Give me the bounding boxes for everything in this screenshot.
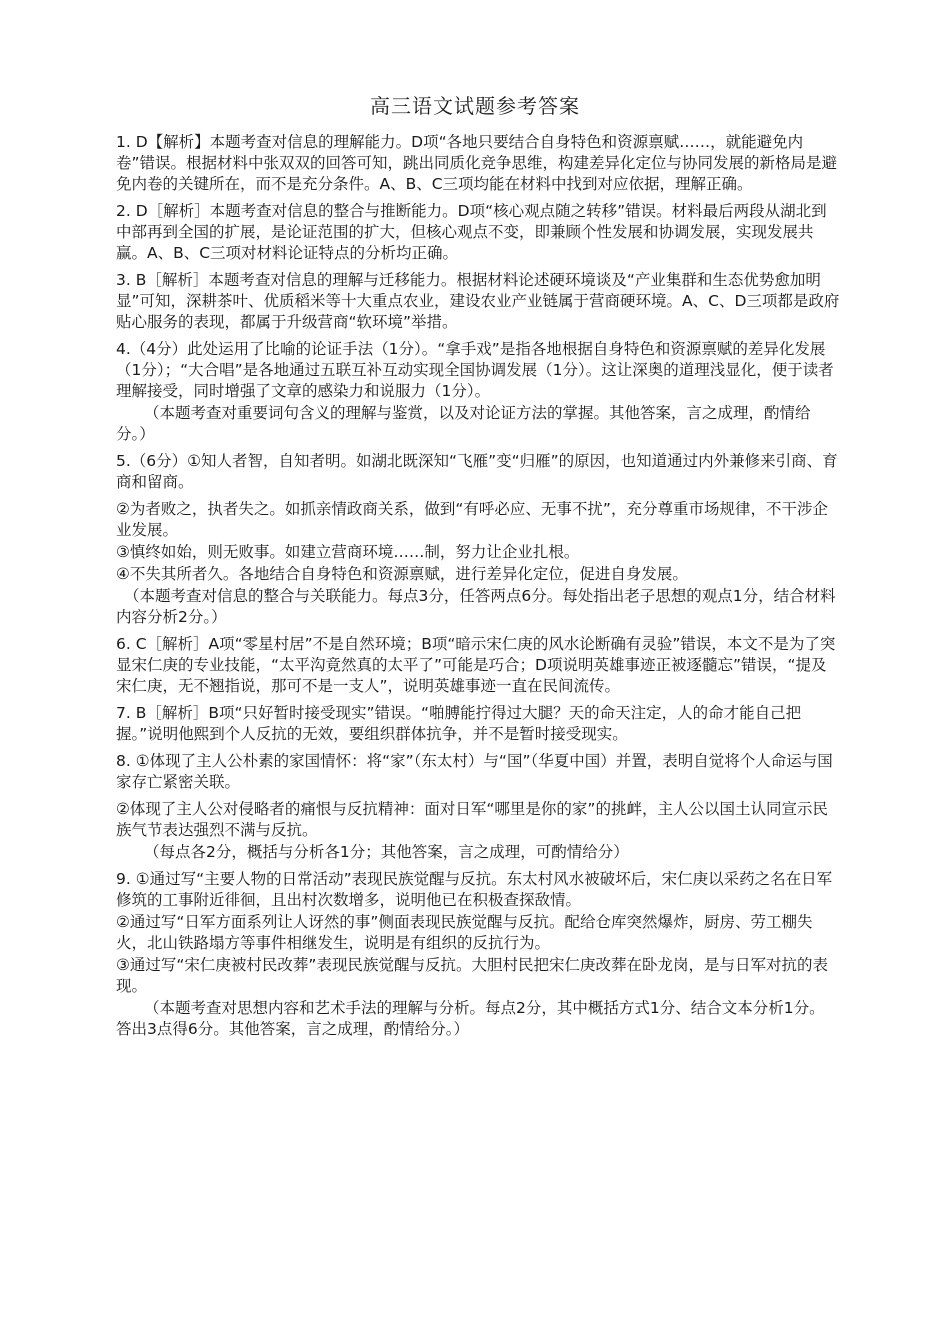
answer-9-point-2: ②通过写“日军方面系列让人讶然的事”侧面表现民族觉醒与反抗。配给仓库突然爆炸，厨房、劳工棚失火，北山铁路塌方等事件相继发生，说明是有组织的反抗行为。 [116,913,813,952]
answer-8-note: （每点各2分，概括与分析各1分；其他答案，言之成理，可酌情给分） [144,843,629,861]
answer-5-point-4: ④不失其所者久。各地结合自身特色和资源禀赋，进行差异化定位，促进自身发展。 [116,565,688,583]
page-title: 高三语文试题参考答案 [370,94,580,118]
answer-5-intro: 5.（6分）①知人者智，自知者明。如湖北既深知“飞雁”变“归雁”的原因，也知道通过内外兼修来引商、育商和留商。 [116,452,838,491]
answer-8-point-1: 8. ①体现了主人公朴素的家国情怀：将“家”（东太村）与“国”（华夏中国）并置，表明自觉将个人命运与国家存亡紧密关联。 [116,752,833,791]
answer-6: 6. C［解析］A项“零星村居”不是自然环境；B项“暗示宋仁庚的风水论断确有灵验”错误，本文不是为了突显宋仁庚的专业技能，“太平沟竟然真的太平了”可能是巧合；D项说明英雄事迹正被逐髓忘”错误，“提及宋仁庚，无不翘指说，那可不是一支人”，说明英雄事迹一直在民间流传。 [116,635,836,695]
answer-3: 3. B［解析］本题考查对信息的理解与迁移能力。根据材料论述硬环境谈及“产业集群和生态优势愈加明显”可知，深耕茶叶、优质稻米等十大重点农业，建设农业产业链属于营商硬环境。A、C、D三项都是政府贴心服务的表现，都属于升级营商“软环境”举措。 [116,271,840,331]
answer-4: 4.（4分）此处运用了比喻的论证手法（1分）。“拿手戏”是指各地根据自身特色和资源禀赋的差异化发展（1分）；“大合唱”是各地通过五联互补互动实现全国协调发展（1分）。这让深奥的道理浅显化，便于读者理解接受，同时增强了文章的感染力和说服力（1分）。 [116,340,834,400]
answer-9-point-1: 9. ①通过写“主要人物的日常活动”表现民族觉醒与反抗。东太村风水被破坏后，宋仁庚以采药之名在日军修筑的工事附近徘徊，且出村次数增多，说明他已在积极查探敌情。 [116,870,833,909]
answer-5-point-3: ③慎终如始，则无败事。如建立营商环境……制，努力让企业扎根。 [116,543,580,561]
answer-4-note: （本题考查对重要词句含义的理解与鉴赏，以及对论证方法的掌握。其他答案，言之成理，酌情给分。） [116,404,811,443]
answer-9-point-3: ③通过写“宋仁庚被村民改葬”表现民族觉醒与反抗。大胆村民把宋仁庚改葬在卧龙岗，是与日军对抗的表现。 [116,956,828,995]
answer-5-note: （本题考查对信息的整合与关联能力。每点3分，任答两点6分。每处指出老子思想的观点1分，结合材料内容分析2分。） [116,587,836,626]
answer-8-point-2: ②体现了主人公对侵略者的痛恨与反抗精神：面对日军“哪里是你的家”的挑衅，主人公以国土认同宣示民族气节表达强烈不满与反抗。 [116,800,828,839]
answer-1: 1. D【解析】本题考查对信息的理解能力。D项“各地只要结合自身特色和资源禀赋……，就能避免内卷”错误。根据材料中张双双的回答可知，跳出同质化竞争思维，构建差异化定位与协同发展的新格局是避免内卷的关键所在，而不是充分条件。A、B、C三项均能在材料中找到对应依据，理解正确。 [116,133,838,193]
answer-content [116,132,840,1046]
answer-9-note: （本题考查对思想内容和艺术手法的理解与分析。每点2分，其中概括方式1分、结合文本分析1分。答出3点得6分。其他答案，言之成理，酌情给分。） [116,999,825,1038]
answer-5-point-2: ②为者败之，执者失之。如抓亲情政商关系，做到“有呼必应、无事不扰”，充分尊重市场规律，不干涉企业发展。 [116,500,828,539]
answer-2: 2. D［解析］本题考查对信息的整合与推断能力。D项“核心观点随之转移”错误。材料最后两段从湖北到中部再到全国的扩展，是论证范围的扩大，但核心观点不变，即兼顾个性发展和协调发展，实现发展共赢。A、B、C三项对材料论证特点的分析均正确。 [116,202,827,262]
answer-7: 7. B［解析］B项“只好暂时接受现实”错误。“啪膊能拧得过大腿？天的命天注定，人的命才能自己把握。”说明他熙到个人反抗的无效，要组织群体抗争，并不是暂时接受现实。 [116,704,802,743]
